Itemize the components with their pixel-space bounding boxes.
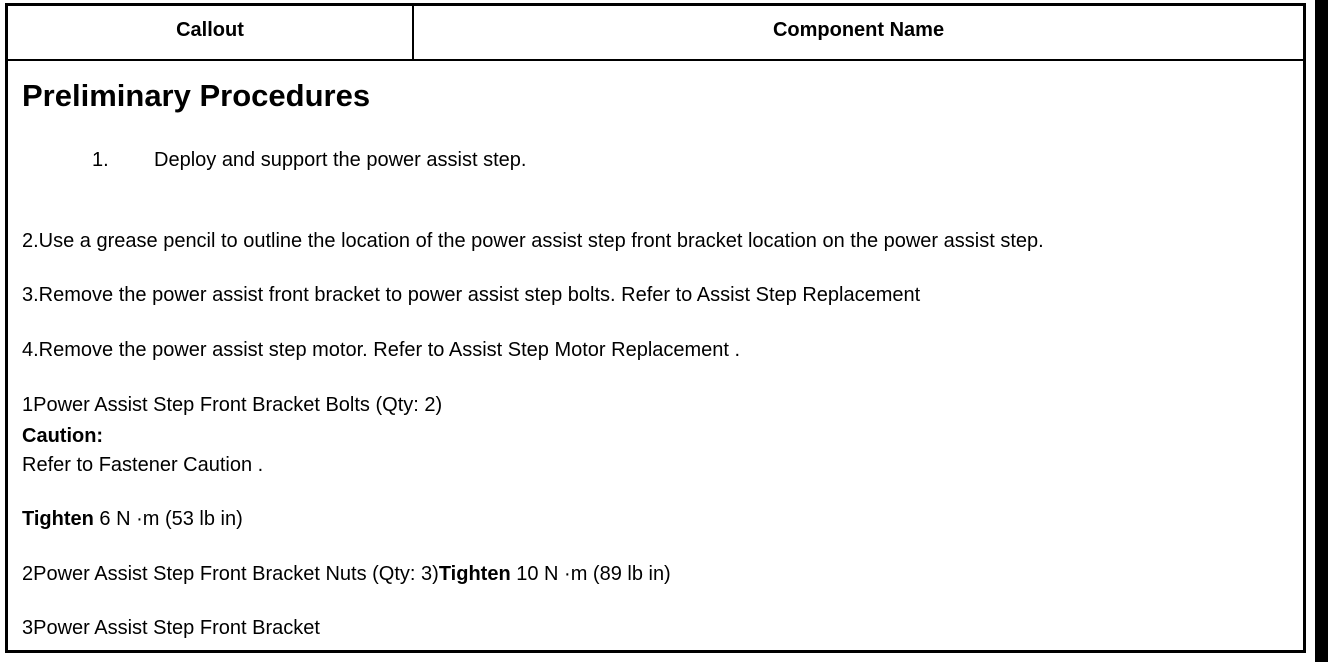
component-1-caution-text: Refer to Fastener Caution . bbox=[22, 454, 264, 476]
component-1-title: 1Power Assist Step Front Bracket Bolts (Qty: 2) bbox=[22, 394, 443, 416]
component-name-header-label: Component Name bbox=[772, 19, 945, 41]
component-2-title: 2Power Assist Step Front Bracket Nuts (Qty: 3) bbox=[22, 563, 439, 585]
component-1-caution-label bbox=[22, 423, 103, 449]
step-3-text: 3.Remove the power assist front bracket to power assist step bolts. Refer to Assist Step Replacement bbox=[22, 284, 921, 306]
step-1-number: 1. bbox=[92, 149, 109, 171]
callout-column-header bbox=[8, 6, 414, 59]
component-1-torque bbox=[22, 506, 243, 532]
callout-header-label: Callout bbox=[176, 19, 244, 41]
page-edge-bar bbox=[1315, 0, 1328, 662]
component-1-tighten-value: 6 N ·m (53 lb in) bbox=[93, 508, 243, 530]
component-3-title: 3Power Assist Step Front Bracket bbox=[22, 617, 320, 639]
step-1-text: Deploy and support the power assist step. bbox=[154, 149, 527, 171]
component-2-tighten-label: Tighten bbox=[438, 563, 511, 585]
component-2-row bbox=[22, 561, 671, 587]
step-4-text: 4.Remove the power assist step motor. Refer to Assist Step Motor Replacement . bbox=[22, 339, 741, 361]
step-2-text: 2.Use a grease pencil to outline the location of the power assist step front bracket location on the power assist step. bbox=[22, 230, 1044, 252]
section-title: Preliminary Procedures bbox=[22, 78, 371, 113]
component-2-tighten-value: 10 N ·m (89 lb in) bbox=[510, 563, 671, 585]
caution-label: Caution: bbox=[22, 425, 104, 447]
component-1-tighten-label: Tighten bbox=[22, 508, 94, 530]
component-name-column-header bbox=[414, 6, 1303, 59]
procedure-table bbox=[5, 3, 1306, 653]
table-header-row bbox=[8, 6, 1303, 61]
